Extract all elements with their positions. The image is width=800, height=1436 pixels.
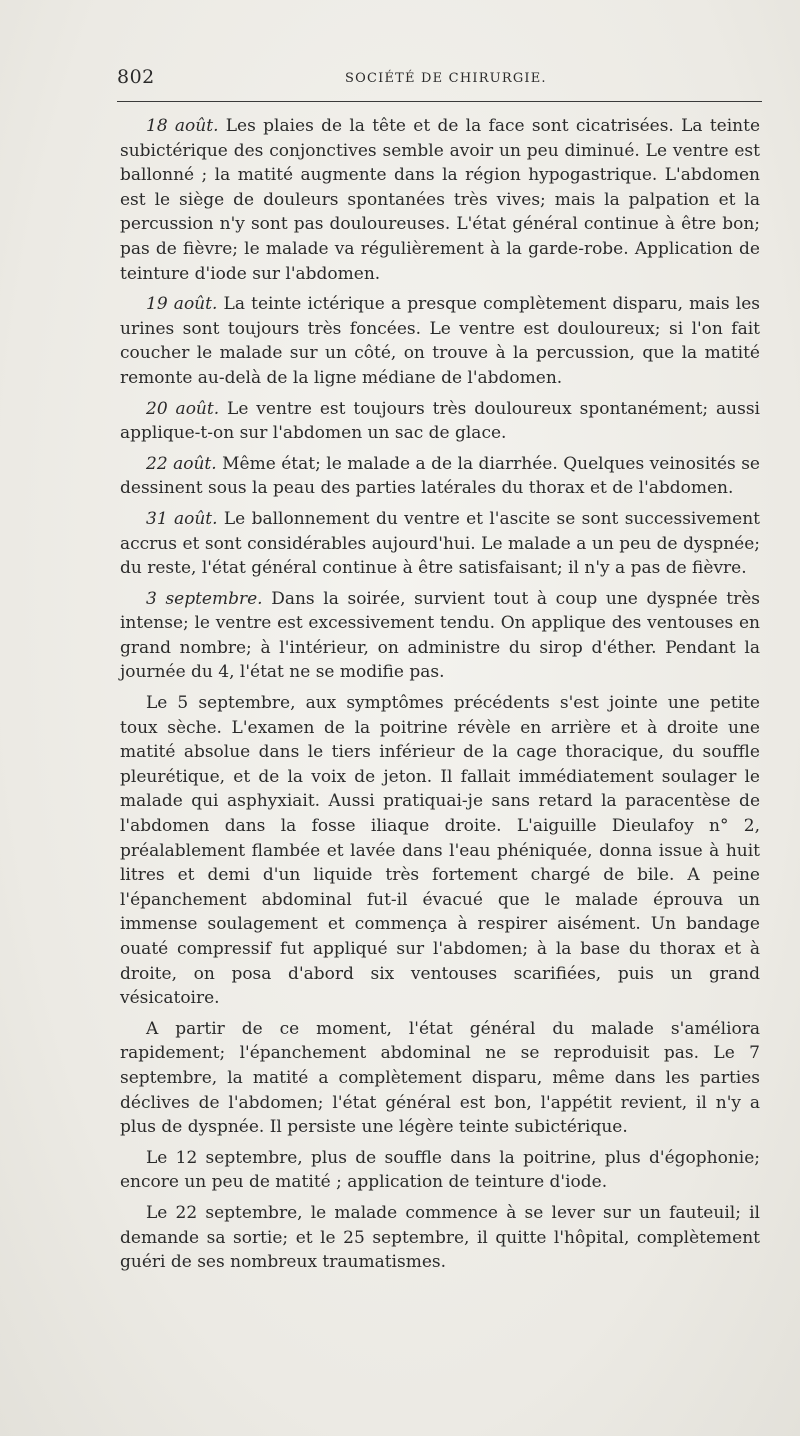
paragraph-text: Le 5 septembre, aux symptômes précédents s'est jointe une petite toux sèche. L'examen de la poitrine révèle en arrière et à droite une matité absolue dans le tiers inférieur de la cage thoracique, du souffle pleurétique, et de la voix de jeton. Il fallait immédiatement soulager le malade qui asphyxiait. Aussi pratiquai-je sans retard la paracentèse de l'abdomen dans la fosse iliaque droite. L'aiguille Dieulafoy n° 2, préalablement flambée et lavée dans l'eau phéniquée, donna issue à huit litres et demi d'un liquide très fortement chargé de bile. A peine l'épanchement abdominal fut-il évacué que le malade éprouva un immense soulagement et commença à respirer aisément. Un bandage ouaté compressif fut appliqué sur l'abdomen; à la base du thorax et à droite, on posa d'abord six ventouses scarifiées, puis un grand vésicatoire. xyxy=(120,693,760,1009)
paragraph-text: Dans la soirée, survient tout à coup une dyspnée très intense; le ventre est excessivement tendu. On applique des ventouses en grand nombre; à l'intérieur, on administre du sirop d'éther. Pendant la journée du 4, l'état ne se modifie pas. xyxy=(120,588,760,683)
paragraph-text: Même état; le malade a de la diarrhée. Quelques veinosités se dessinent sous la peau des parties latérales du thorax et de l'abdomen. xyxy=(120,453,760,499)
entry-date: 18 août. xyxy=(146,116,219,136)
entry-date: 31 août. xyxy=(146,508,218,529)
paragraph xyxy=(120,292,760,390)
paragraph xyxy=(120,587,760,685)
paragraph xyxy=(120,507,760,581)
paragraph-text: Le 12 septembre, plus de souffle dans la poitrine, plus d'égophonie; encore un peu de matité ; application de teinture d'iode. xyxy=(120,1147,760,1193)
entry-date: 19 août. xyxy=(146,294,218,315)
paragraph-text: La teinte ictérique a presque complètement disparu, mais les urines sont toujours très foncées. Le ventre est douloureux; si l'on fait coucher le malade sur un côté, on trouve à la percussion, que la matité remonte au-delà de la ligne médiane de l'abdomen. xyxy=(120,294,760,388)
paragraph xyxy=(120,397,760,446)
header-rule xyxy=(117,101,762,102)
paragraph-text: A partir de ce moment, l'état général du malade s'améliora rapidement; l'épanchement abdominal ne se reproduisit pas. Le 7 septembre, la matité a complètement disparu, même dans les parties déclives de l'abdomen; l'état général est bon, l'appétit revient, il n'y a plus de dyspnée. Il persiste une légère teinte subictérique. xyxy=(120,1018,760,1138)
paragraph xyxy=(120,114,760,286)
entry-date: 20 août. xyxy=(146,398,220,419)
page-number: 802 xyxy=(117,66,155,88)
page-header xyxy=(117,66,762,96)
running-title: SOCIÉTÉ DE CHIRURGIE. xyxy=(345,71,547,86)
entry-date: 22 août. xyxy=(146,453,217,474)
paragraph xyxy=(120,691,760,1011)
paragraph xyxy=(120,1201,760,1275)
paragraph-text: Le 22 septembre, le malade commence à se lever sur un fauteuil; il demande sa sortie; et le 25 septembre, il quitte l'hôpital, complètement guéri de ses nombreux traumatismes. xyxy=(120,1202,760,1273)
paragraph-text: Le ventre est toujours très douloureux spontanément; aussi applique-t-on sur l'abdomen un sac de glace. xyxy=(120,398,760,444)
paragraph-text: Le ballonnement du ventre et l'ascite se sont successivement accrus et sont considérables aujourd'hui. Le malade a un peu de dyspnée; du reste, l'état général continue à être satisfaisant; il n'y a pas de fièvre. xyxy=(120,508,760,579)
paragraph-text: Les plaies de la tête et de la face sont cicatrisées. La teinte subictérique des conjonctives semble avoir un peu diminué. Le ventre est ballonné ; la matité augmente dans la région hypogastrique. L'abdomen est le siège de douleurs spontanées très vives; mais la palpation et la percussion n'y sont pas douloureuses. L'état général continue à être bon; pas de fièvre; le malade va régulièrement à la garde-robe. Application de teinture d'iode sur l'abdomen. xyxy=(120,116,761,284)
paragraph xyxy=(120,1146,760,1195)
paragraph xyxy=(120,452,760,501)
paragraph xyxy=(120,1017,760,1140)
entry-date: 3 septembre. xyxy=(146,588,263,609)
body-text xyxy=(120,114,760,1281)
